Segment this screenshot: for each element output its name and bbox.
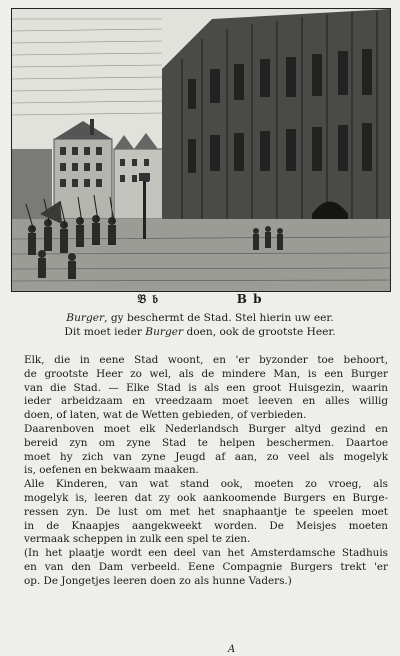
- paragraph-1: [14, 354, 388, 423]
- text-line: (In het plaatje wordt een deel van het Amsterdamsche Stadhuis: [24, 547, 388, 560]
- text-line: mogelyk is, leeren dat zy ook aankoomende Burgers en Burge-: [24, 491, 388, 504]
- verse-couplet: [0, 311, 400, 339]
- text-line: en van den Dam verbeeld. Eene Compagnie Burgers trekt 'er: [24, 560, 388, 573]
- text-line: bereid zyn om zyne Stad te helpen beschermen. Daartoe: [24, 436, 388, 449]
- verse-line-2: [0, 325, 400, 339]
- verse-line-2-start: Dit moet ieder: [64, 326, 146, 338]
- verse-line-2-rest: doen, ook de grootste Heer.: [183, 326, 336, 338]
- signature-mark: A: [228, 644, 236, 655]
- verse-line-1-rest: , gy beschermt de Stad. Stel hierin uw eer.: [104, 312, 334, 324]
- verse-line-1: [0, 311, 400, 325]
- body-text: [14, 354, 388, 589]
- text-line: Daarenboven moet elk Nederlandsch Burger altyd gezind en: [24, 422, 388, 435]
- paragraph-2: [14, 423, 388, 478]
- caption-letters: [0, 292, 400, 307]
- text-line: vermaak scheppen in zulk een spel te zien.: [24, 533, 251, 546]
- text-line: doen, of laten, wat de Wetten gebieden, of verbieden.: [24, 409, 307, 422]
- text-line: ressen zyn. De lust om met het snaphaantje te speelen moet: [24, 505, 388, 518]
- text-line: van die Stad. — Elke Stad is als een groot Huisgezin, waarin: [24, 381, 388, 394]
- text-line: Elk, die in eene Stad woont, en 'er byzonder toe behoort,: [24, 354, 388, 366]
- text-line: is, oefenen en bekwaam maaken.: [24, 464, 199, 477]
- town-hall-engraving: [12, 9, 390, 291]
- text-line: in de Knaapjes aangekweekt worden. De Meisjes moeten: [24, 519, 388, 532]
- caption-letter-gothic: 𝔅 𝔟: [137, 292, 159, 306]
- caption-letter-roman: B b: [236, 292, 263, 306]
- text-line: moet hy zich van zyne Jeugd af aan, zo veel als mogelyk: [24, 450, 388, 463]
- engraving-illustration: [11, 8, 391, 292]
- verse-word-burger-2: Burger: [145, 326, 184, 338]
- paragraph-4: [14, 547, 388, 588]
- verse-word-burger: Burger: [66, 312, 105, 324]
- text-line: de grootste Heer zo wel, als de mindere Man, is een Burger: [24, 367, 388, 380]
- text-line: op. De Jongetjes leeren doen zo als hunne Vaders.): [24, 574, 292, 587]
- paragraph-3: [14, 478, 388, 547]
- text-line: ieder arbeidzaam en vreedzaam moet leeven en alles willig: [24, 395, 388, 408]
- text-line: Alle Kinderen, van wat stand ook, moeten zo vroeg, als: [24, 478, 388, 491]
